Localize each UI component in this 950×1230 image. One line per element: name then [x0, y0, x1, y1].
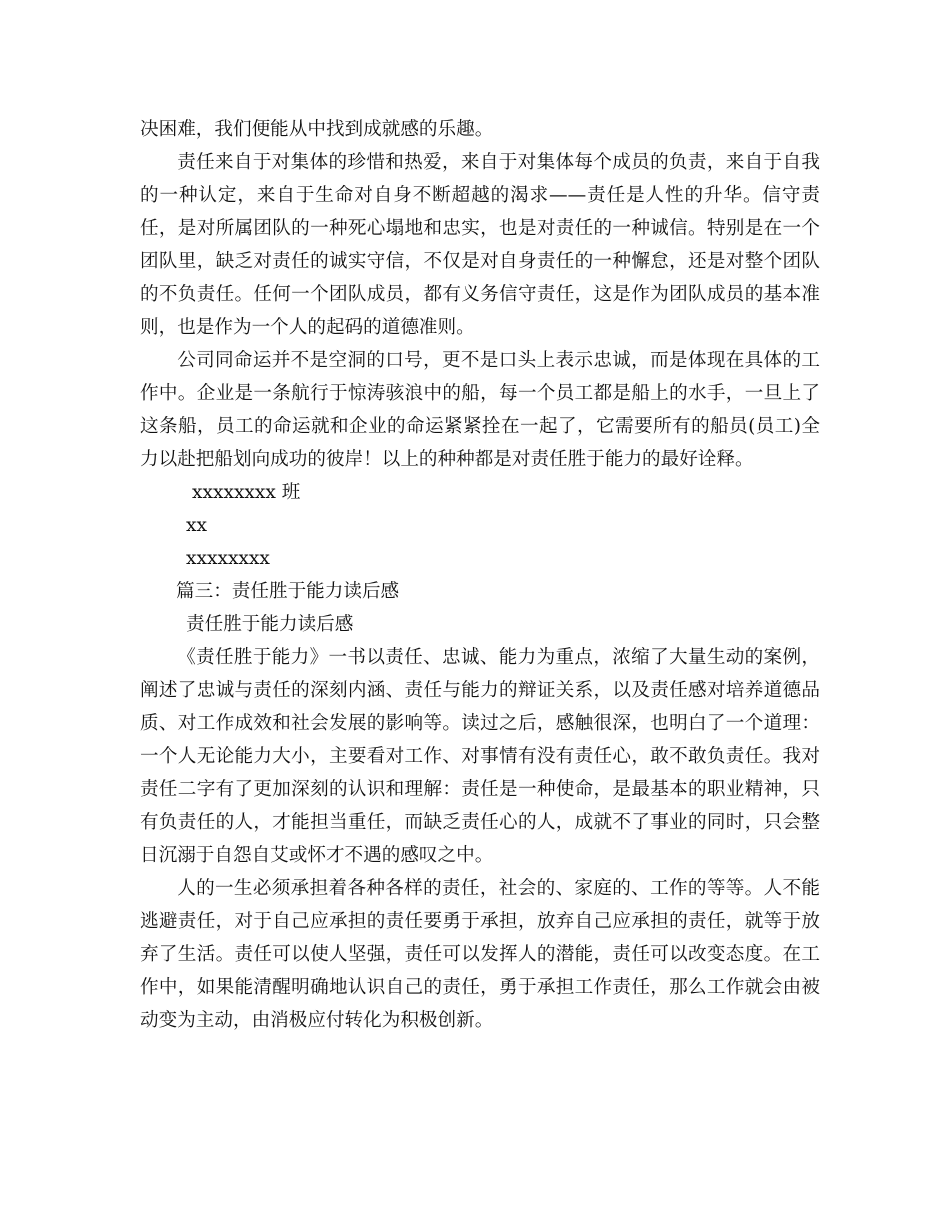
- document-body: [140, 113, 820, 1037]
- signature-name: xx: [186, 515, 207, 536]
- paragraph-life-responsibility: 人的一生必须承担着各种各样的责任，社会的、家庭的、工作的等等。人不能逃避责任，对于自己应承担的责任要勇于承担，放弃自己应承担的责任，就等于放弃了生活。责任可以使人坚强，责任可以发挥人的潜能，责任可以改变态度。在工作中，如果能清醒明确地认识自己的责任，勇于承担工作责任，那么工作就会由被动变为主动，由消极应付转化为积极创新。: [140, 878, 820, 1031]
- paragraph-continuation: 决困难，我们便能从中找到成就感的乐趣。: [140, 119, 494, 140]
- section-heading: 篇三：责任胜于能力读后感: [176, 581, 400, 602]
- signature-class: xxxxxxxx 班: [192, 482, 301, 503]
- section-subtitle: 责任胜于能力读后感: [186, 614, 354, 635]
- paragraph-company-destiny: 公司同命运并不是空洞的口号，更不是口头上表示忠诚，而是体现在具体的工作中。企业是一条航行于惊涛骇浪中的船，每一个员工都是船上的水手，一旦上了这条船，员工的命运就和企业的命运紧紧拴在一起了，它需要所有的船员(员工)全力以赴把船划向成功的彼岸！以上的种种都是对责任胜于能力的最好诠释。: [140, 350, 820, 470]
- signature-date: xxxxxxxx: [186, 548, 270, 569]
- paragraph-responsibility-origin: 责任来自于对集体的珍惜和热爱，来自于对集体每个成员的负责，来自于自我的一种认定，来自于生命对自身不断超越的渴求——责任是人性的升华。信守责任，是对所属团队的一种死心塌地和忠实，也是对责任的一种诚信。特别是在一个团队里，缺乏对责任的诚实守信，不仅是对自身责任的一种懈怠，还是对整个团队的不负责任。任何一个团队成员，都有义务信守责任，这是作为团队成员的基本准则，也是作为一个人的起码的道德准则。: [140, 152, 820, 338]
- paragraph-book-summary: 《责任胜于能力》一书以责任、忠诚、能力为重点，浓缩了大量生动的案例，阐述了忠诚与责任的深刻内涵、责任与能力的辩证关系，以及责任感对培养道德品质、对工作成效和社会发展的影响等。读过之后，感触很深，也明白了一个道理：一个人无论能力大小，主要看对工作、对事情有没有责任心，敢不敢负责任。我对责任二字有了更加深刻的认识和理解：责任是一种使命，是最基本的职业精神，只有负责任的人，才能担当重任，而缺乏责任心的人，成就不了事业的同时，只会整日沉溺于自怨自艾或怀才不遇的感叹之中。: [140, 647, 820, 866]
